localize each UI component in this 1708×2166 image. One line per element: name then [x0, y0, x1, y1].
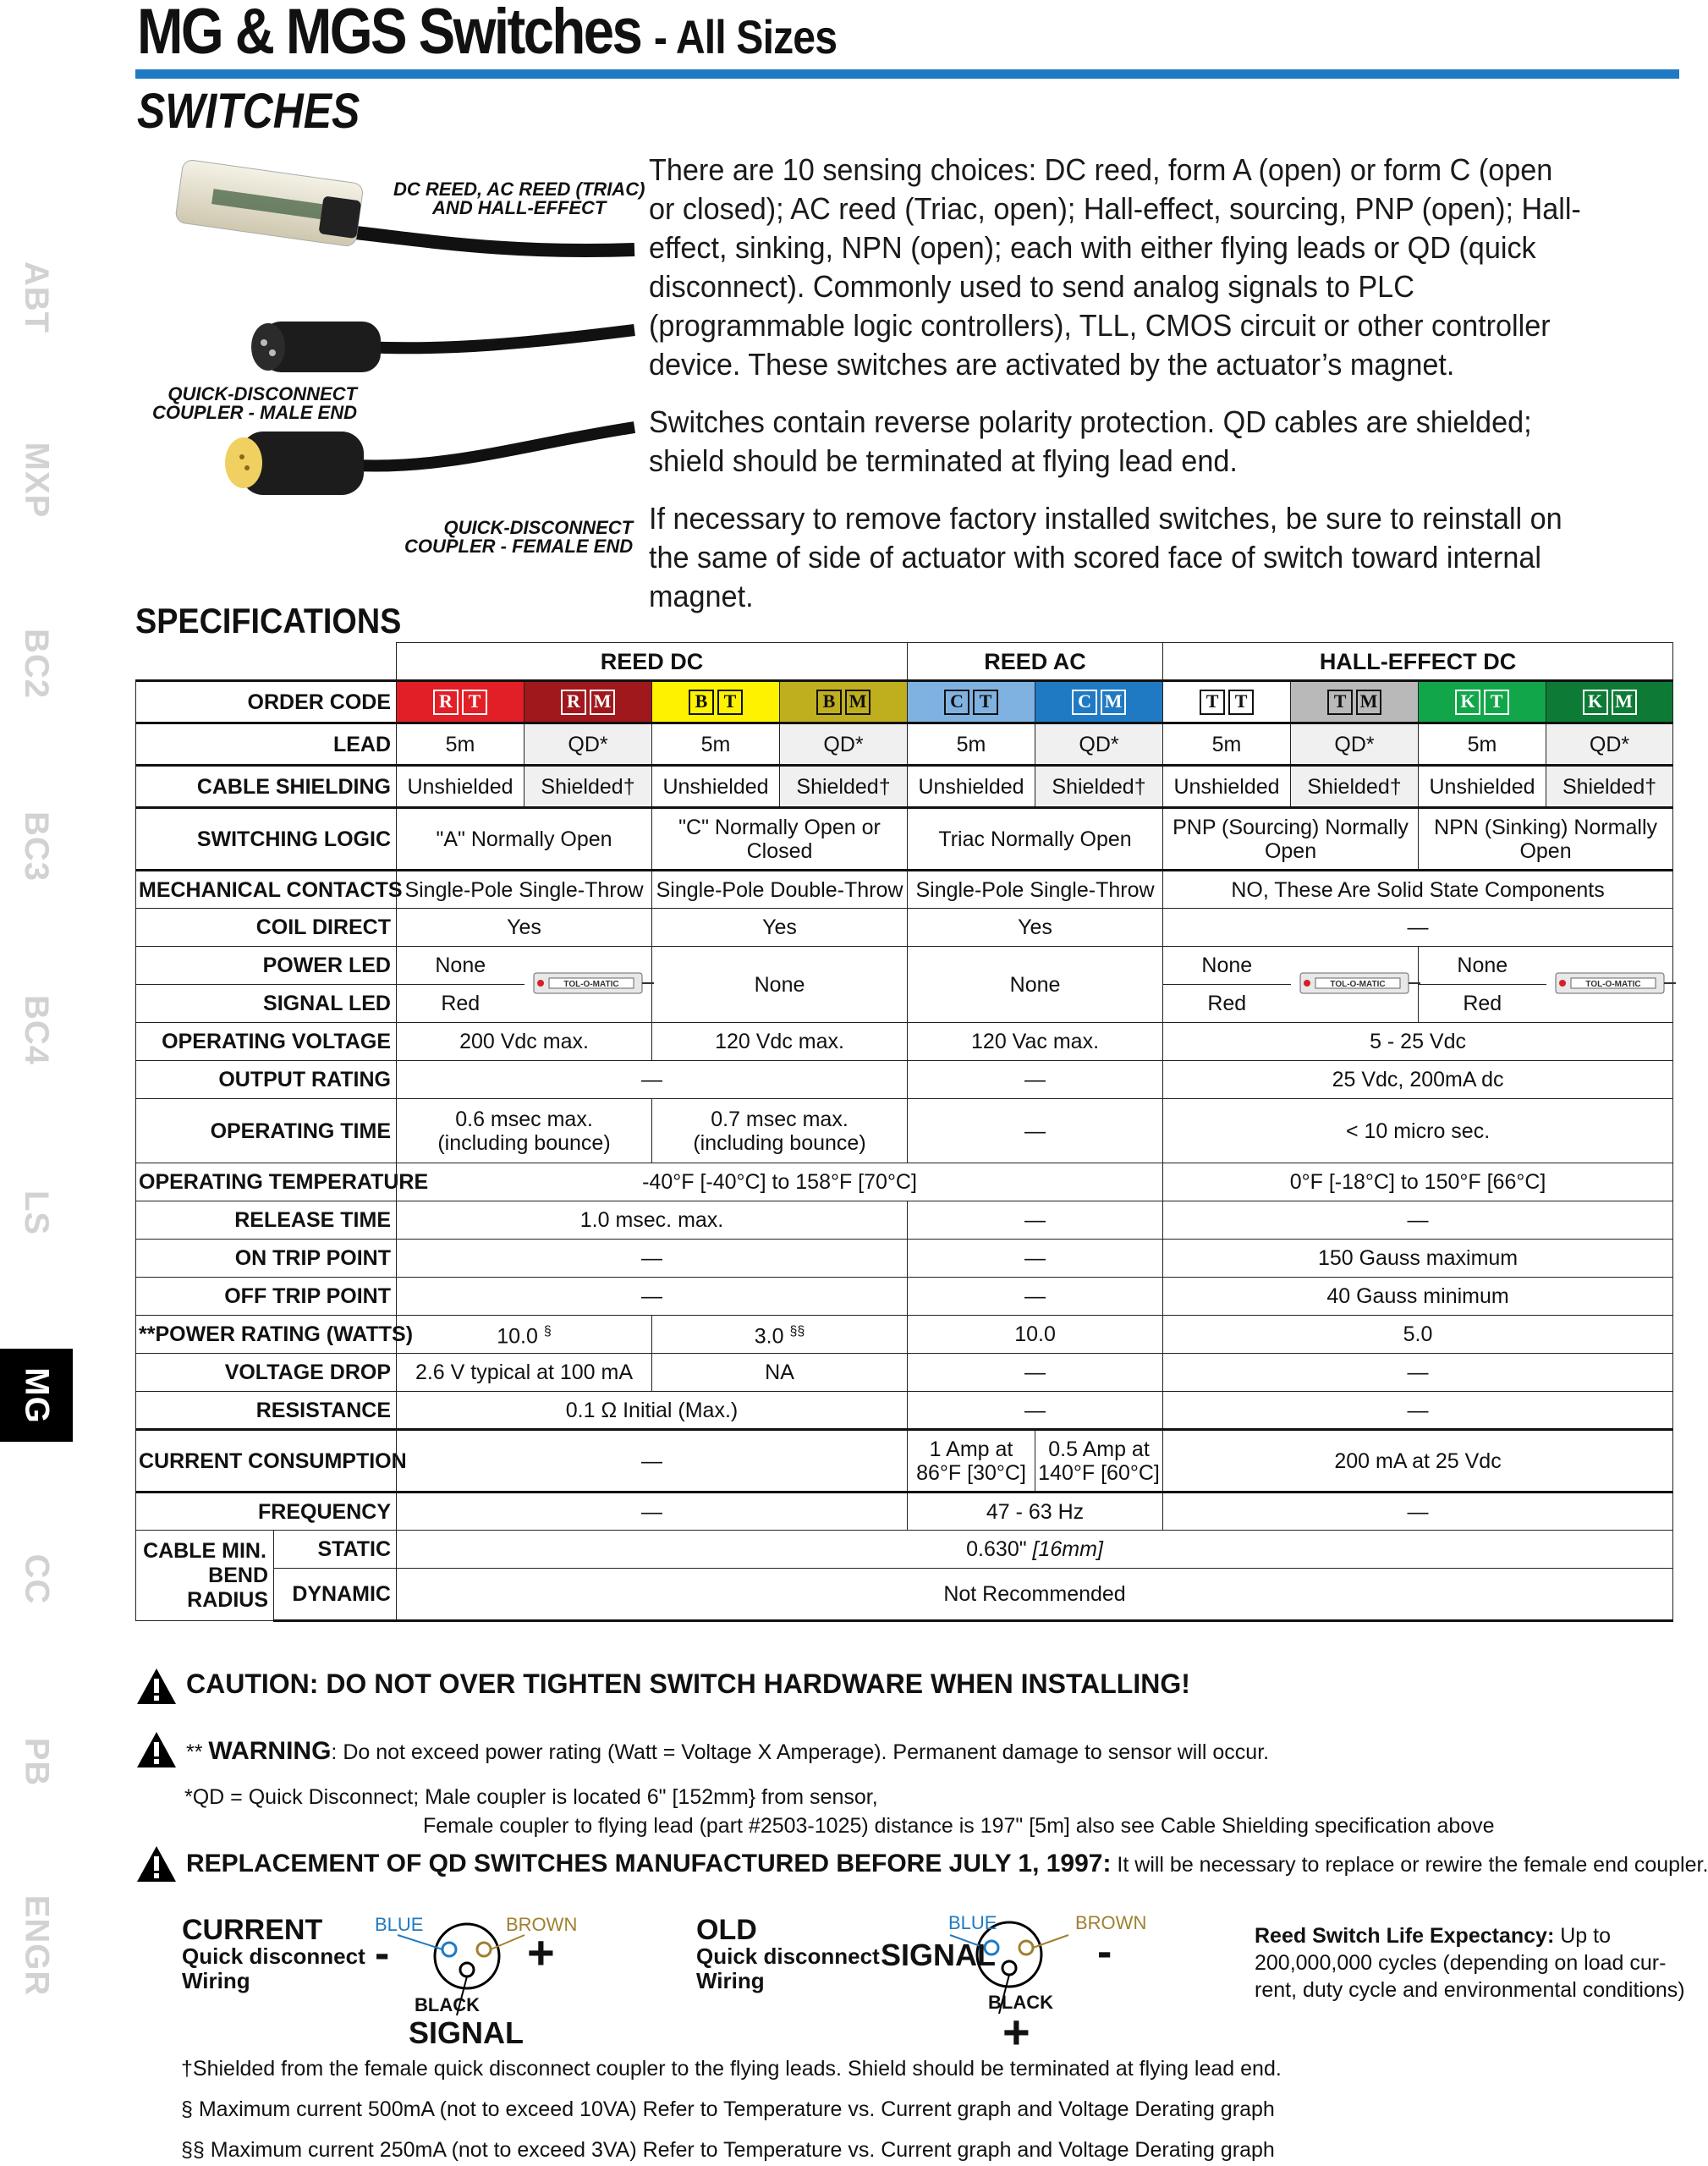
order-code-bm[interactable]: B M	[780, 681, 908, 723]
order-code-rt[interactable]: R T	[397, 681, 524, 723]
row-label: COIL DIRECT	[136, 909, 397, 947]
cell: PNP (Sourcing) Normally Open	[1163, 808, 1419, 871]
side-tab-pb[interactable]: PB	[18, 1737, 56, 1786]
switch-led-icon	[1293, 968, 1420, 1002]
cell: None	[397, 947, 524, 985]
cell: Red	[1163, 985, 1291, 1023]
blank-cell	[136, 643, 397, 681]
cell: QD*	[524, 723, 652, 766]
wiring-title: CURRENT	[182, 1914, 323, 1946]
current-consumption-row	[136, 1430, 1673, 1493]
reed-life-note: Reed Switch Life Expectancy: Up to 200,000,000 cycles (depending on load cur- rent, duty cycle and environmental conditions)	[1255, 1924, 1685, 2002]
cell: Shielded†	[1291, 766, 1419, 808]
row-label: MECHANICAL CONTACTS	[136, 871, 397, 909]
cell: Shielded†	[1035, 766, 1163, 808]
order-code-bt[interactable]: B T	[652, 681, 780, 723]
side-tab-bc4[interactable]: BC4	[18, 994, 56, 1065]
cell: —	[397, 1493, 908, 1531]
cell: Triac Normally Open	[908, 808, 1163, 871]
row-label: SIGNAL LED	[136, 985, 397, 1023]
cell: Single-Pole Single-Throw	[397, 871, 652, 909]
power-led-row	[136, 947, 1673, 985]
side-tab-bc2[interactable]: BC2	[18, 628, 56, 699]
row-label: LEAD	[136, 723, 397, 766]
cell: "C" Normally Open or Closed	[652, 808, 908, 871]
cell: —	[397, 1061, 908, 1099]
lead-row	[136, 723, 1673, 766]
wire-blue-label: BLUE	[948, 1912, 997, 1933]
cell: —	[908, 1201, 1163, 1240]
cell: QD*	[1035, 723, 1163, 766]
cell: 200 Vdc max.	[397, 1023, 652, 1061]
wire-blue-label: BLUE	[375, 1914, 424, 1935]
side-tab-cc[interactable]: CC	[18, 1553, 56, 1604]
cell: 1 Amp at 86°F [30°C]	[908, 1430, 1035, 1493]
row-label: OFF TRIP POINT	[136, 1278, 397, 1316]
row-label: OPERATING TIME	[136, 1099, 397, 1163]
switching-logic-row	[136, 808, 1673, 871]
cell: 25 Vdc, 200mA dc	[1163, 1061, 1673, 1099]
intro-paragraph: There are 10 sensing choices: DC reed, form A (open) or form C (open or closed); AC reed (Triac, open); Hall-effect, sourcing, PNP (open); Hall-effect, sinking, NPN (open); each with either flying leads or QD (quick disconnect). Commonly used to send analog signals to PLC (programmable logic controllers), TLL, CMOS circuit or other controller device. These switches are activated by the actuator’s magnet.	[649, 152, 1581, 382]
led-graphic	[524, 947, 652, 1023]
cell: Unshielded	[397, 766, 524, 808]
switch-led-icon	[1549, 968, 1676, 1002]
cell: 5m	[397, 723, 524, 766]
cell: Red	[397, 985, 524, 1023]
cell: 5m	[1419, 723, 1546, 766]
row-label: POWER LED	[136, 947, 397, 985]
cell: —	[397, 1430, 908, 1493]
group-hall-effect-dc: HALL-EFFECT DC	[1163, 643, 1673, 681]
row-label: OPERATING TEMPERATURE	[136, 1163, 397, 1201]
cell: 200 mA at 25 Vdc	[1163, 1430, 1673, 1493]
minus-sign: -	[375, 1929, 390, 1978]
cell: QD*	[1546, 723, 1673, 766]
cell: Red	[1419, 985, 1546, 1023]
on-trip-point-row	[136, 1240, 1673, 1278]
warning-icon	[135, 1730, 178, 1769]
led-graphic	[1291, 947, 1419, 1023]
row-label-bend-radius: CABLE MIN. BEND RADIUS	[136, 1531, 274, 1621]
wiring-old	[696, 1912, 1147, 2059]
cell: 40 Gauss minimum	[1163, 1278, 1673, 1316]
cell: 0°F [-18°C] to 150°F [66°C]	[1163, 1163, 1673, 1201]
switch-photo	[152, 148, 645, 571]
spec-table	[135, 642, 1673, 1622]
side-tab-mg[interactable]: MG	[0, 1349, 73, 1442]
connector-diagram-icon	[942, 1914, 1123, 2049]
cell: 10.0	[908, 1316, 1163, 1354]
section-title: SWITCHES	[137, 84, 360, 139]
cell: —	[908, 1392, 1163, 1430]
cell: Yes	[652, 909, 908, 947]
wire-black-label: BLACK	[988, 1992, 1053, 2013]
cell: NPN (Sinking) Normally Open	[1419, 808, 1673, 871]
wiring-title: OLD	[696, 1914, 757, 1946]
order-code-cm[interactable]: C M	[1035, 681, 1163, 723]
order-code-km[interactable]: K M	[1546, 681, 1673, 723]
row-label: VOLTAGE DROP	[136, 1354, 397, 1392]
warning-icon	[135, 1667, 178, 1706]
row-label: FREQUENCY	[136, 1493, 397, 1531]
cell: Unshielded	[1163, 766, 1291, 808]
cell: -40°F [-40°C] to 158°F [70°C]	[397, 1163, 1163, 1201]
replacement-text: REPLACEMENT OF QD SWITCHES MANUFACTURED BEFORE JULY 1, 1997: It will be necessary to replace or rewire the female end coupler.	[186, 1850, 1708, 1877]
warning-icon	[135, 1844, 178, 1883]
footnote-shielded: †Shielded from the female quick disconnect coupler to the flying leads. Shield should be terminated at flying lead end.	[181, 2057, 1282, 2081]
cell: None	[652, 947, 908, 1023]
row-label: DYNAMIC	[274, 1569, 397, 1621]
output-rating-row	[136, 1061, 1673, 1099]
bend-static-row	[136, 1531, 1673, 1569]
wire-black-label: BLACK	[415, 1994, 480, 2015]
cell: Not Recommended	[397, 1569, 1673, 1621]
cell: None	[908, 947, 1163, 1023]
side-tab-abt[interactable]: ABT	[18, 261, 56, 333]
cell: 0.6 msec max. (including bounce)	[397, 1099, 652, 1163]
side-tab-ls[interactable]: LS	[18, 1190, 56, 1235]
cell: 0.1 Ω Initial (Max.)	[397, 1392, 908, 1430]
specifications-heading: SPECIFICATIONS	[135, 601, 402, 640]
cell: 0.630" [16mm]	[397, 1531, 1673, 1569]
row-label: OPERATING VOLTAGE	[136, 1023, 397, 1061]
cell: —	[397, 1240, 908, 1278]
operating-voltage-row	[136, 1023, 1673, 1061]
cell: Unshielded	[1419, 766, 1546, 808]
cell: —	[1163, 1392, 1673, 1430]
header-rule	[135, 69, 1679, 79]
wiring-current	[182, 1914, 588, 2049]
signal-label: SIGNAL	[881, 1938, 997, 1972]
group-reed-dc: REED DC	[397, 643, 908, 681]
row-label: CABLE SHIELDING	[136, 766, 397, 808]
cell: 5m	[1163, 723, 1291, 766]
cell: NO, These Are Solid State Components	[1163, 871, 1673, 909]
cell: —	[1163, 1493, 1673, 1531]
shielding-row	[136, 766, 1673, 808]
wire-brown-label: BROWN	[506, 1914, 578, 1935]
page-title: MG & MGS Switches - All Sizes	[137, 0, 838, 68]
led-graphic	[1546, 947, 1673, 1023]
footnote-double-section: §§ Maximum current 250mA (not to exceed 3VA) Refer to Temperature vs. Current graph and Voltage Derating graph	[181, 2138, 1275, 2162]
cell: None	[1163, 947, 1291, 985]
row-label: RELEASE TIME	[136, 1201, 397, 1240]
order-code-ct[interactable]: C T	[908, 681, 1035, 723]
cell: Single-Pole Single-Throw	[908, 871, 1163, 909]
cell: 150 Gauss maximum	[1163, 1240, 1673, 1278]
qd-note-1: *QD = Quick Disconnect; Male coupler is located 6" [152mm} from sensor,	[184, 1785, 878, 1809]
photo-label-female: QUICK-DISCONNECT COUPLER - FEMALE END	[404, 517, 634, 557]
cell: 3.0 §§	[652, 1316, 908, 1354]
cell: —	[908, 1354, 1163, 1392]
cell: < 10 micro sec.	[1163, 1099, 1673, 1163]
order-code-rm[interactable]: R M	[524, 681, 652, 723]
side-tab-mxp[interactable]: MXP	[18, 442, 56, 518]
cell: Yes	[908, 909, 1163, 947]
wire-brown-label: BROWN	[1075, 1912, 1147, 1933]
signal-label: SIGNAL	[409, 2015, 524, 2050]
row-label: OUTPUT RATING	[136, 1061, 397, 1099]
cell: NA	[652, 1354, 908, 1392]
warning-text: ** WARNING: Do not exceed power rating (Watt = Voltage X Amperage). Permanent damage to sensor will occur.	[186, 1737, 1270, 1765]
cell: —	[1163, 909, 1673, 947]
group-reed-ac: REED AC	[908, 643, 1163, 681]
photo-label-dc-reed: DC REED, AC REED (TRIAC) AND HALL-EFFECT	[393, 179, 645, 218]
intro-paragraph: If necessary to remove factory installed switches, be sure to reinstall on the same of side of actuator with scored face of switch toward internal magnet.	[649, 501, 1562, 613]
cell: Shielded†	[1546, 766, 1673, 808]
cell: 120 Vac max.	[908, 1023, 1163, 1061]
footnote-section: § Maximum current 500mA (not to exceed 10VA) Refer to Temperature vs. Current graph and Voltage Derating graph	[181, 2097, 1275, 2121]
led-brand-text: TOL-O-MATIC	[1329, 979, 1386, 989]
cell: QD*	[1291, 723, 1419, 766]
operating-time-row	[136, 1099, 1673, 1163]
plus-sign: +	[1002, 2005, 1030, 2059]
release-time-row	[136, 1201, 1673, 1240]
cell: —	[1163, 1201, 1673, 1240]
switch-led-icon	[527, 968, 654, 1002]
cell: 2.6 V typical at 100 mA	[397, 1354, 652, 1392]
led-brand-text: TOL-O-MATIC	[563, 979, 619, 989]
order-code-tt[interactable]: T T	[1163, 681, 1291, 723]
cell: —	[908, 1061, 1163, 1099]
cell: 5m	[908, 723, 1035, 766]
resistance-row	[136, 1392, 1673, 1430]
cell: 5.0	[1163, 1316, 1673, 1354]
cell: —	[908, 1240, 1163, 1278]
cell: 5m	[652, 723, 780, 766]
cell: —	[908, 1099, 1163, 1163]
side-tab-engr[interactable]: ENGR	[18, 1894, 56, 1996]
cell: QD*	[780, 723, 908, 766]
row-label: **POWER RATING (WATTS)	[136, 1316, 397, 1354]
led-brand-text: TOL-O-MATIC	[1584, 979, 1641, 989]
order-code-tm[interactable]: T M	[1291, 681, 1419, 723]
off-trip-point-row	[136, 1278, 1673, 1316]
cell: Yes	[397, 909, 652, 947]
cell: Shielded†	[524, 766, 652, 808]
intro-text	[649, 151, 1581, 635]
wiring-subtitle: Quick disconnect Wiring	[696, 1943, 880, 1993]
plus-sign: +	[527, 1926, 555, 1979]
minus-sign: -	[1097, 1927, 1112, 1976]
cell: 5 - 25 Vdc	[1163, 1023, 1673, 1061]
cell: 0.5 Amp at 140°F [60°C]	[1035, 1430, 1163, 1493]
cell: "A" Normally Open	[397, 808, 652, 871]
cell: —	[908, 1278, 1163, 1316]
cell: Unshielded	[908, 766, 1035, 808]
bend-dynamic-row	[136, 1569, 1673, 1621]
frequency-row	[136, 1493, 1673, 1531]
cell: —	[397, 1278, 908, 1316]
cell: 10.0 §	[397, 1316, 652, 1354]
side-tab-bc3[interactable]: BC3	[18, 811, 56, 882]
row-label: RESISTANCE	[136, 1392, 397, 1430]
cell: None	[1419, 947, 1546, 985]
cell: Single-Pole Double-Throw	[652, 871, 908, 909]
row-label: CURRENT CONSUMPTION	[136, 1430, 397, 1493]
order-code-row	[136, 681, 1673, 723]
row-label: ORDER CODE	[136, 681, 397, 723]
cell: 120 Vdc max.	[652, 1023, 908, 1061]
order-code-kt[interactable]: K T	[1419, 681, 1546, 723]
wiring-subtitle: Quick disconnect Wiring	[182, 1943, 365, 1993]
cell: 0.7 msec max. (including bounce)	[652, 1099, 908, 1163]
power-rating-row	[136, 1316, 1673, 1354]
qd-note-2: Female coupler to flying lead (part #2503-1025) distance is 197" [5m] also see Cable Shielding specification above	[423, 1814, 1495, 1838]
mechanical-contacts-row	[136, 871, 1673, 909]
caution-text: CAUTION: DO NOT OVER TIGHTEN SWITCH HARDWARE WHEN INSTALLING!	[186, 1668, 1190, 1699]
cell: Unshielded	[652, 766, 780, 808]
intro-paragraph: Switches contain reverse polarity protection. QD cables are shielded; shield should be terminated at flying lead end.	[649, 404, 1532, 478]
coil-direct-row	[136, 909, 1673, 947]
row-label: ON TRIP POINT	[136, 1240, 397, 1278]
row-label: STATIC	[274, 1531, 397, 1569]
cell: 1.0 msec. max.	[397, 1201, 908, 1240]
cell: Shielded†	[780, 766, 908, 808]
cell: 47 - 63 Hz	[908, 1493, 1163, 1531]
voltage-drop-row	[136, 1354, 1673, 1392]
row-label: SWITCHING LOGIC	[136, 808, 397, 871]
photo-label-male: QUICK-DISCONNECT COUPLER - MALE END	[152, 383, 357, 423]
cell: —	[1163, 1354, 1673, 1392]
operating-temperature-row	[136, 1163, 1673, 1201]
